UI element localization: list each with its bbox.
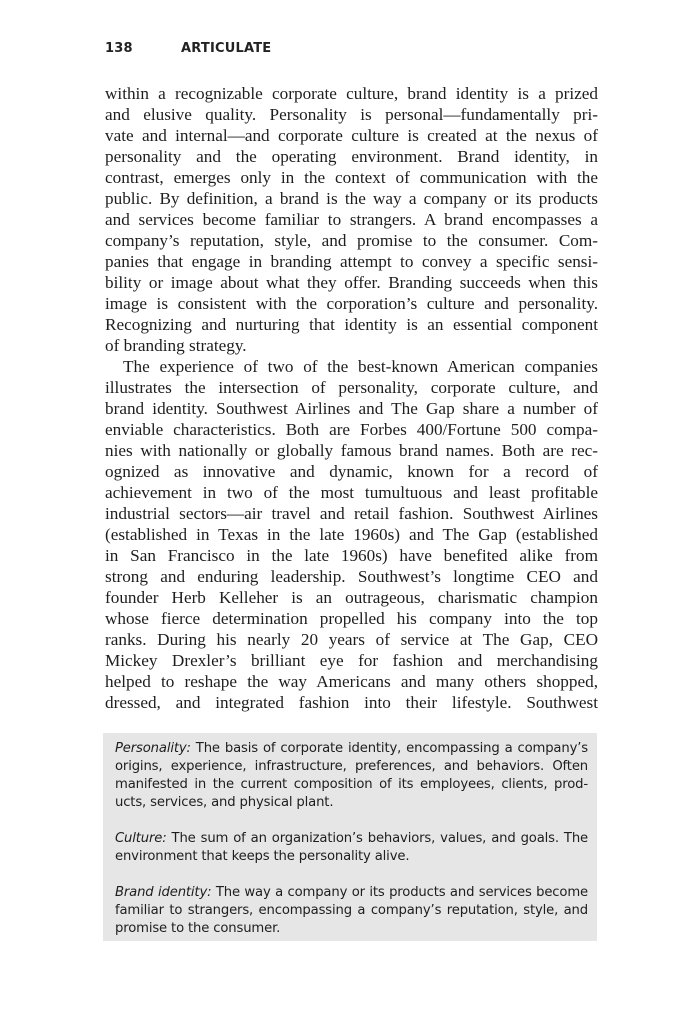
text-line: ognized as innovative and dynamic, known for a record of [105, 462, 598, 481]
text-line: The experience of two of the best-known American companies [123, 357, 598, 376]
text-line: bility or image about what they offer. Branding succeeds when this [105, 273, 598, 292]
text-line: industrial sectors—air travel and retail fashion. Southwest Airlines [105, 504, 598, 523]
paragraph-2 [105, 356, 598, 713]
definition-term: Personality: [115, 741, 191, 756]
definition-text: manifested in the current composition of its employees, clients, prod- [115, 777, 588, 792]
text-line: achievement in two of the most tumultuous and least profitable [105, 483, 598, 502]
text-line: (established in Texas in the late 1960s) and The Gap (established [105, 525, 598, 544]
section-title: ARTICULATE [181, 41, 272, 56]
text-line: in San Francisco in the late 1960s) have benefited alike from [105, 546, 598, 565]
text-line: founder Herb Kelleher is an outrageous, charismatic champion [105, 588, 598, 607]
running-head [105, 41, 271, 56]
definitions-sidebar [103, 733, 597, 941]
text-line: and elusive quality. Personality is personal—fundamentally pri- [105, 105, 598, 124]
definition-term: Brand identity: [115, 885, 212, 900]
text-line: illustrates the intersection of personality, corporate culture, and [105, 378, 598, 397]
text-line: and services become familiar to strangers. A brand encompasses a [105, 210, 598, 229]
definition-text: environment that keeps the personality alive. [115, 849, 410, 864]
text-line: of branding strategy. [105, 336, 247, 355]
definition-text: The sum of an organization’s behaviors, values, and goals. The [166, 831, 588, 846]
definition-text: ucts, services, and physical plant. [115, 795, 334, 810]
text-line: brand identity. Southwest Airlines and The Gap share a number of [105, 399, 598, 418]
text-line: personality and the operating environment. Brand identity, in [105, 147, 598, 166]
definition-personality [115, 740, 588, 812]
definition-text: origins, experience, infrastructure, preferences, and behaviors. Often [115, 759, 588, 774]
text-line: company’s reputation, style, and promise to the consumer. Com- [105, 231, 598, 250]
definition-text: familiar to strangers, encompassing a company’s reputation, style, and [115, 903, 588, 918]
text-line: image is consistent with the corporation’s culture and personality. [105, 294, 598, 313]
text-line: ranks. During his nearly 20 years of service at The Gap, CEO [105, 630, 598, 649]
text-line: Mickey Drexler’s brilliant eye for fashion and merchandising [105, 651, 598, 670]
text-line: public. By definition, a brand is the way a company or its products [105, 189, 598, 208]
definition-culture [115, 830, 588, 866]
text-line: contrast, emerges only in the context of communication with the [105, 168, 598, 187]
definition-text: promise to the consumer. [115, 921, 281, 936]
paragraph-1 [105, 83, 598, 356]
text-line: nies with nationally or globally famous brand names. Both are rec- [105, 441, 598, 460]
page-number: 138 [105, 41, 133, 56]
definition-text: The way a company or its products and services become [211, 885, 588, 900]
text-line: vate and internal—and corporate culture is created at the nexus of [105, 126, 598, 145]
text-line: dressed, and integrated fashion into their lifestyle. Southwest [105, 693, 598, 712]
text-line: panies that engage in branding attempt to convey a specific sensi- [105, 252, 598, 271]
text-line: enviable characteristics. Both are Forbes 400/Fortune 500 compa- [105, 420, 598, 439]
definition-term: Culture: [115, 831, 167, 846]
text-line: whose fierce determination propelled his company into the top [105, 609, 598, 628]
body-text [105, 83, 598, 713]
text-line: within a recognizable corporate culture, brand identity is a prized [105, 84, 598, 103]
text-line: helped to reshape the way Americans and many others shopped, [105, 672, 598, 691]
definition-brand-identity [115, 884, 588, 938]
definition-text: The basis of corporate identity, encompassing a company’s [190, 741, 588, 756]
text-line: Recognizing and nurturing that identity is an essential component [105, 315, 598, 334]
text-line: strong and enduring leadership. Southwest’s longtime CEO and [105, 567, 598, 586]
